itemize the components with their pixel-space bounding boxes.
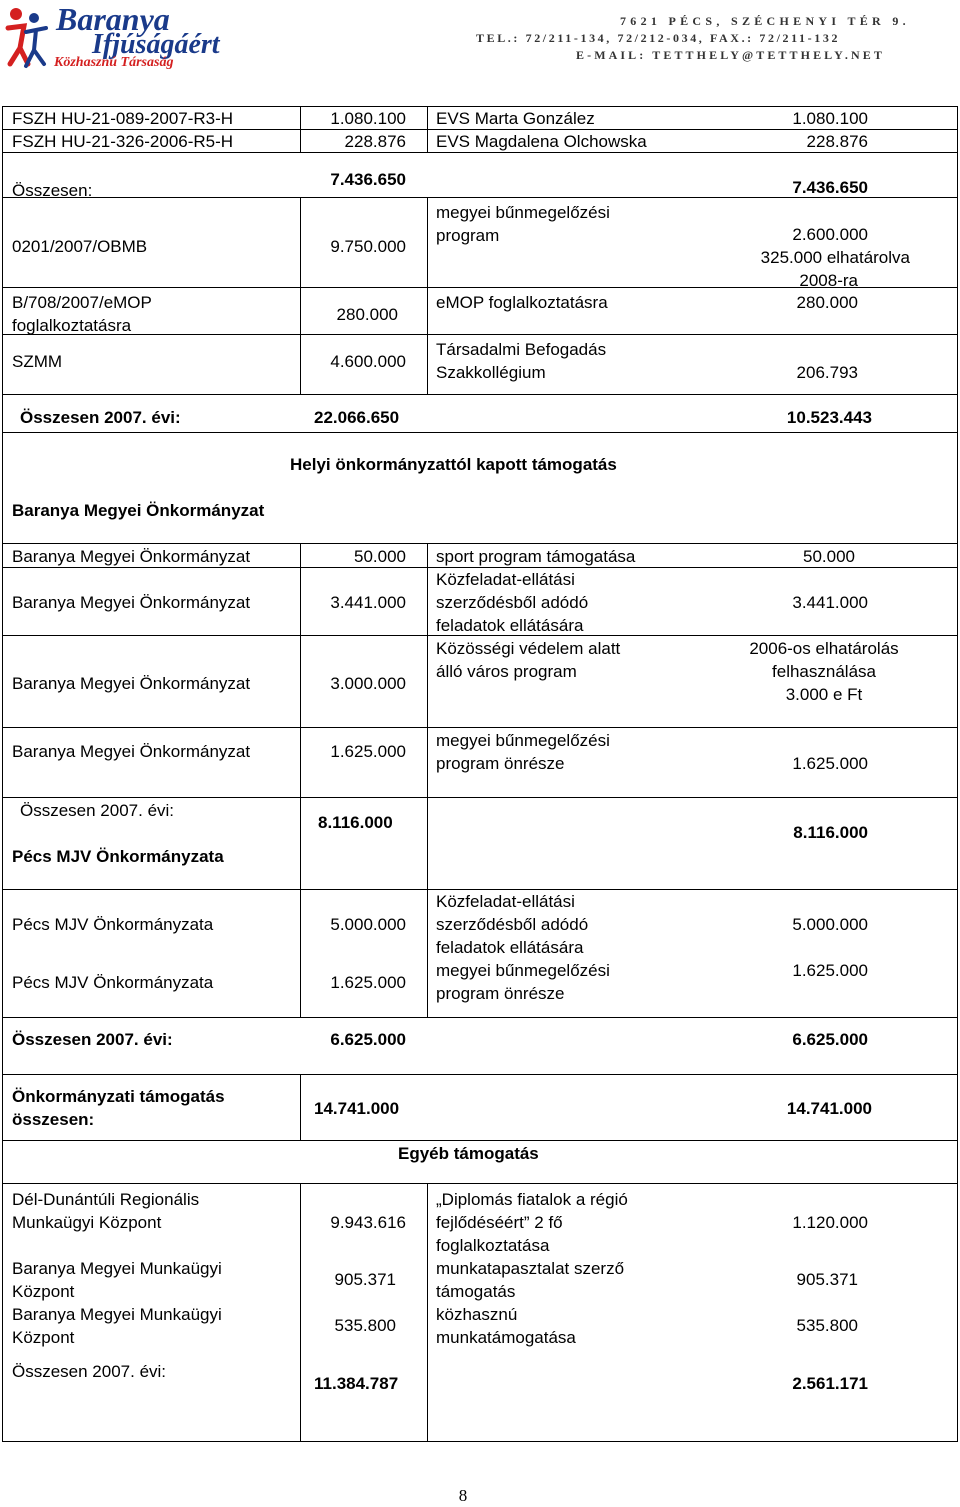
source-cell: foglalkoztatásra (12, 316, 132, 335)
section-title: Helyi önkormányzattól kapott támogatás (290, 455, 617, 474)
logo (4, 2, 274, 72)
purpose-cell: eMOP foglalkoztatásra (436, 293, 608, 312)
source-cell: Központ (12, 1282, 75, 1301)
purpose-cell: támogatás (436, 1282, 516, 1301)
sum-amount: 6.625.000 (330, 1030, 406, 1049)
section-title: Egyéb támogatás (398, 1144, 539, 1163)
purpose-cell: megyei bűnmegelőzési (436, 203, 610, 222)
header-phone: TEL.: 72/211-134, 72/212-034, FAX.: 72/211-132 (476, 31, 841, 45)
sum-amount: 7.436.650 (330, 170, 406, 189)
amount-cell: 228.876 (344, 132, 406, 151)
source-cell: FSZH HU-21-326-2006-R5-H (12, 132, 234, 151)
amount-cell: 905.371 (334, 1270, 396, 1289)
amount-cell: 1.625.000 (330, 973, 406, 992)
source-cell: Baranya Megyei Önkormányzat (12, 593, 251, 612)
sum-label: Összesen: (12, 181, 93, 200)
amount-cell: 3.441.000 (330, 593, 406, 612)
used-cell: 1.080.100 (792, 109, 868, 128)
group-title: Pécs MJV Önkormányzata (12, 847, 224, 866)
sum-used: 6.625.000 (792, 1030, 868, 1049)
used-cell: felhasználása (772, 662, 876, 681)
used-cell: 1.625.000 (792, 961, 868, 980)
sum-amount: 8.116.000 (318, 813, 393, 832)
sum-label: Összesen 2007. évi: (20, 801, 175, 820)
purpose-cell: munkatapasztalat szerző (436, 1259, 625, 1278)
source-cell: B/708/2007/eMOP (12, 293, 152, 312)
purpose-cell: feladatok ellátására (436, 616, 584, 635)
source-cell: Központ (12, 1328, 75, 1347)
source-cell: Baranya Megyei Önkormányzat (12, 547, 251, 566)
purpose-cell: megyei bűnmegelőzési (436, 961, 610, 980)
used-cell: 280.000 (796, 293, 858, 312)
amount-cell: 5.000.000 (330, 915, 406, 934)
amount-cell: 9.750.000 (330, 237, 406, 256)
sum-used: 7.436.650 (792, 178, 868, 197)
amount-cell: 535.800 (334, 1316, 396, 1335)
amount-cell: 3.000.000 (330, 674, 406, 693)
purpose-cell: munkatámogatása (436, 1328, 576, 1347)
used-cell: 2.600.000 (792, 225, 868, 244)
purpose-cell: szerződésből adódó (436, 915, 589, 934)
source-cell: Pécs MJV Önkormányzata (12, 915, 214, 934)
sum-label: Összesen 2007. évi: (20, 408, 181, 427)
logo-tagline: Közhasznú Társaság (54, 55, 174, 70)
purpose-cell: szerződésből adódó (436, 593, 589, 612)
used-cell: 206.793 (796, 363, 858, 382)
purpose-cell: feladatok ellátására (436, 938, 584, 957)
purpose-cell: Közfeladat-ellátási (436, 892, 575, 911)
purpose-cell: Közösségi védelem alatt (436, 639, 621, 658)
total-label: Önkormányzati támogatás (12, 1087, 225, 1106)
amount-cell: 1.625.000 (330, 742, 406, 761)
sum-label: Összesen 2007. évi: (12, 1030, 173, 1049)
used-cell: 2008-ra (799, 271, 858, 290)
used-cell: 535.800 (796, 1316, 858, 1335)
purpose-cell: megyei bűnmegelőzési (436, 731, 610, 750)
purpose-cell: program (436, 226, 500, 245)
used-cell: 905.371 (796, 1270, 858, 1289)
total-used: 14.741.000 (786, 1099, 872, 1118)
amount-cell: 9.943.616 (330, 1213, 406, 1232)
used-cell: 228.876 (806, 132, 868, 151)
purpose-cell: EVS Marta González (436, 109, 595, 128)
page-number: 8 (458, 1486, 468, 1505)
used-cell: 2006-os elhatárolás (749, 639, 899, 658)
logo-subtitle: Ifjúságáért (92, 29, 220, 60)
purpose-cell: Szakkollégium (436, 363, 546, 382)
group-title: Baranya Megyei Önkormányzat (12, 501, 265, 520)
purpose-cell: álló város program (436, 662, 577, 681)
used-cell: 325.000 elhatárolva (760, 248, 910, 267)
used-cell: 3.441.000 (792, 593, 868, 612)
amount-cell: 1.080.100 (330, 109, 406, 128)
source-cell: 0201/2007/OBMB (12, 237, 148, 256)
logo-figures-icon (4, 4, 50, 70)
purpose-cell: „Diplomás fiatalok a régió (436, 1190, 628, 1209)
total-amount: 14.741.000 (314, 1099, 400, 1118)
purpose-cell: fejlődéséért” 2 fő (436, 1213, 563, 1232)
used-cell: 50.000 (803, 547, 855, 566)
source-cell: Pécs MJV Önkormányzata (12, 973, 214, 992)
source-cell: Dél-Dunántúli Regionális (12, 1190, 200, 1209)
purpose-cell: EVS Magdalena Olchowska (436, 132, 647, 151)
source-cell: Baranya Megyei Önkormányzat (12, 674, 251, 693)
used-cell: 3.000 e Ft (785, 685, 863, 704)
source-cell: FSZH HU-21-089-2007-R3-H (12, 109, 234, 128)
amount-cell: 280.000 (336, 305, 398, 324)
source-cell: Baranya Megyei Munkaügyi (12, 1259, 222, 1278)
purpose-cell: sport program támogatása (436, 547, 636, 566)
sum-amount: 11.384.787 (314, 1374, 399, 1393)
source-cell: Munkaügyi Központ (12, 1213, 162, 1232)
amount-cell: 50.000 (354, 547, 406, 566)
purpose-cell: program önrésze (436, 754, 565, 773)
header-email: E-MAIL: TETTHELY@TETTHELY.NET (576, 48, 885, 62)
purpose-cell: program önrésze (436, 984, 565, 1003)
sum-used: 2.561.171 (792, 1374, 868, 1393)
logo-title: Baranya (56, 1, 170, 37)
used-cell: 1.625.000 (792, 754, 868, 773)
purpose-cell: közhasznú (436, 1305, 518, 1324)
purpose-cell: foglalkoztatása (436, 1236, 550, 1255)
sum-used: 8.116.000 (793, 823, 868, 842)
used-cell: 5.000.000 (792, 915, 868, 934)
used-cell: 1.120.000 (792, 1213, 868, 1232)
source-cell: SZMM (12, 352, 63, 371)
header-address: 7621 PÉCS, SZÉCHENYI TÉR 9. (620, 14, 910, 28)
amount-cell: 4.600.000 (330, 352, 406, 371)
source-cell: Baranya Megyei Önkormányzat (12, 742, 251, 761)
purpose-cell: Társadalmi Befogadás (436, 340, 607, 359)
sum-label: Összesen 2007. évi: (12, 1362, 167, 1381)
purpose-cell: Közfeladat-ellátási (436, 570, 575, 589)
total-label: összesen: (12, 1110, 95, 1129)
sum-amount: 22.066.650 (314, 408, 400, 427)
source-cell: Baranya Megyei Munkaügyi (12, 1305, 222, 1324)
sum-used: 10.523.443 (786, 408, 872, 427)
